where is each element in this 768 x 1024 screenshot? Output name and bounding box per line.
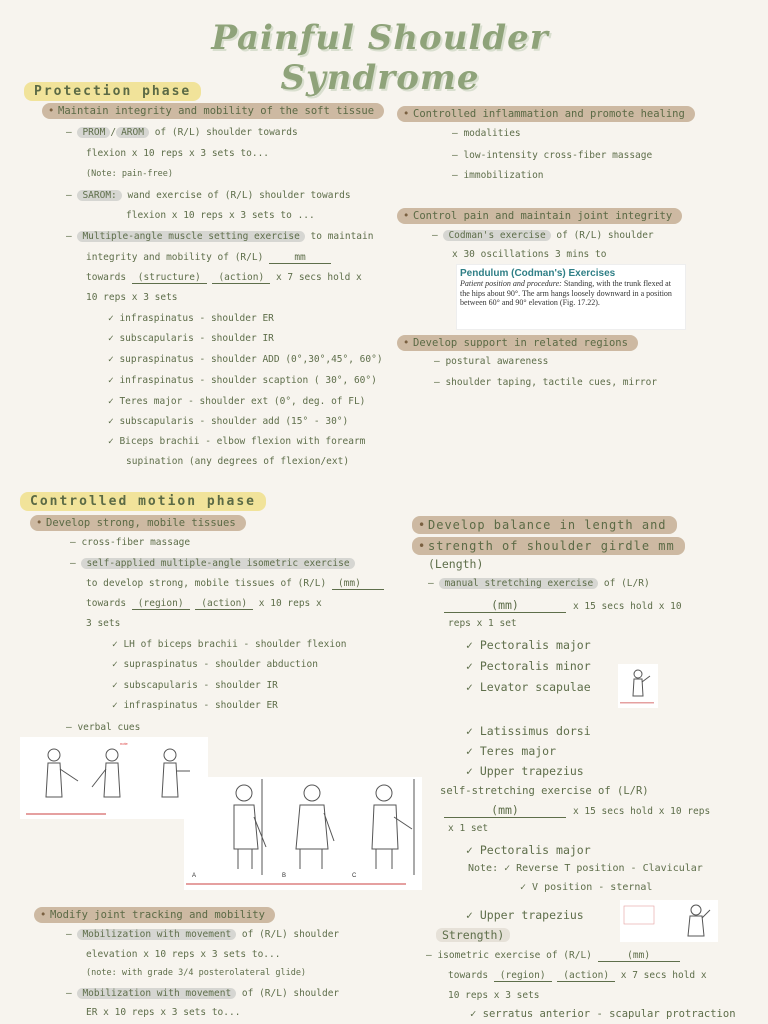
text-line: (mm) x 15 secs hold x 10 reps [444, 803, 710, 818]
list-item: ✓ subscapularis - shoulder add (15° - 30°) [108, 416, 349, 427]
text-line: – cross-fiber massage [70, 537, 191, 548]
svg-text:note: note [120, 741, 128, 746]
list-item: ✓ supraspinatus - shoulder abduction [112, 659, 318, 670]
phase-label-controlled-motion: Controlled motion phase [20, 492, 266, 511]
text-line: integrity and mobility of (R/L) mm [86, 252, 331, 264]
figure-label-a: A [192, 873, 197, 879]
text-line: (mm) x 15 secs hold x 10 [444, 598, 682, 613]
text-line: to develop strong, mobile tissues of (R/L) (mm) [86, 578, 384, 590]
list-item: ✓ Pectoralis major [466, 638, 591, 652]
phase-label-protection: Protection phase [24, 82, 201, 101]
heading-controlled-inflammation: • Controlled inflammation and promote healing [397, 106, 695, 122]
heading-control-pain: • Control pain and maintain joint integrity [397, 208, 682, 224]
heading-develop-strong: • Develop strong, mobile tissues [30, 515, 246, 531]
text-line: elevation x 10 reps x 3 sets to... [86, 949, 281, 960]
text-line: 10 reps x 3 sets [86, 292, 178, 303]
figure-isometric-wall [184, 777, 422, 890]
figure-drawing [618, 664, 658, 708]
list-item: ✓ infraspinatus - shoulder ER [112, 700, 278, 711]
text-line: – self-applied multiple-angle isometric exercise [70, 558, 355, 569]
text-line: x 1 set [448, 823, 489, 834]
text-line: – Mobilization with movement of (R/L) shoulder [66, 929, 340, 940]
text-line: – verbal cues [66, 722, 141, 733]
list-item: ✓ Upper trapezius [466, 908, 584, 922]
list-item: supination (any degrees of flexion/ext) [126, 456, 350, 467]
figure-label-b: B [282, 873, 287, 879]
figure-drawing [620, 900, 718, 942]
text-line: reps x 1 set [448, 618, 517, 629]
text-line: towards (region) (action) x 10 reps x [86, 598, 322, 609]
page-title: Painful Shoulder Syndrome [211, 18, 549, 98]
figure-drawing [20, 737, 208, 819]
text-line: – PROM / AROM of (R/L) shoulder towards [66, 127, 298, 138]
figure-isometric-small [20, 737, 208, 819]
heading-maintain-integrity: • Maintain integrity and mobility of the soft tissue [42, 103, 384, 119]
card-body: Patient position and procedure: Standing, with the trunk flexed at the hips about 90°. The arm hangs loosely downward in a position between 60° and 90° elevation (Fig. 17.22). [460, 279, 672, 308]
figure-levator-stretch [618, 664, 658, 708]
list-item: ✓ infraspinatus - shoulder ER [108, 313, 274, 324]
text-line: (Note: pain-free) [86, 169, 173, 179]
note-line: Note: ✓ Reverse T position - Clavicular [468, 863, 703, 874]
list-item: ✓ subscapularis - shoulder IR [108, 333, 274, 344]
list-item: ✓ Pectoralis major [466, 843, 591, 857]
text-line: ER x 10 reps x 3 sets to... [86, 1007, 241, 1018]
codman-reference-card [456, 264, 686, 330]
heading-modify-joint-tracking: • Modify joint tracking and mobility [34, 907, 275, 923]
text-line: – Multiple-angle muscle setting exercise to maintain [66, 231, 374, 242]
text-line: 3 sets [86, 618, 121, 629]
list-item: ✓ infraspinatus - shoulder scaption ( 30°, 60°) [108, 375, 377, 386]
list-item: ✓ Teres major [466, 744, 557, 758]
text-line: flexion x 10 reps x 3 sets to... [86, 148, 270, 159]
figure-upper-trap-stretch [620, 900, 718, 942]
subheading-length: (Length) [428, 557, 484, 571]
list-item: – postural awareness [434, 356, 549, 367]
text-line: x 30 oscillations 3 mins to [452, 249, 607, 260]
list-item: ✓ Teres major - shoulder ext (0°, deg. of FL) [108, 396, 366, 407]
text-line: self-stretching exercise of (L/R) [440, 785, 649, 797]
list-item: ✓ Biceps brachii - elbow flexion with forearm [108, 436, 366, 447]
list-item: – immobilization [452, 170, 544, 181]
subheading-strength: Strength) [436, 928, 510, 942]
list-item: ✓ supraspinatus - shoulder ADD (0°,30°,45°, 60°) [108, 354, 383, 365]
card-title: Pendulum (Codman's) Exercises [460, 268, 616, 279]
list-item: – modalities [452, 128, 521, 139]
list-item: ✓ serratus anterior - scapular protraction [470, 1008, 736, 1020]
note-line: ✓ V position - sternal [520, 882, 653, 893]
text-line: – SAROM: wand exercise of (R/L) shoulder towards [66, 190, 351, 201]
text-line: – Codman's exercise of (R/L) shoulder [432, 230, 654, 241]
text-line: – manual stretching exercise of (L/R) [428, 578, 650, 589]
text-line: – isometric exercise of (R/L) (mm) [426, 950, 680, 962]
figure-drawing [184, 777, 422, 890]
text-line: – Mobilization with movement of (R/L) shoulder [66, 988, 340, 999]
list-item: ✓ Upper trapezius [466, 764, 584, 778]
list-item: – low-intensity cross-fiber massage [452, 150, 653, 161]
heading-develop-balance: • Develop balance in length and [412, 516, 677, 534]
list-item: ✓ Latissimus dorsi [466, 724, 591, 738]
text-line: 10 reps x 3 sets [448, 990, 540, 1001]
text-line: flexion x 10 reps x 3 sets to ... [126, 210, 315, 221]
text-line: towards (structure) (action) x 7 secs hold x [86, 272, 362, 283]
list-item: – shoulder taping, tactile cues, mirror [434, 377, 658, 388]
text-line: (note: with grade 3/4 posterolateral glide) [86, 968, 307, 978]
heading-develop-support: • Develop support in related regions [397, 335, 638, 351]
heading-develop-balance-2: • strength of shoulder girdle mm [412, 537, 685, 555]
figure-label-c: C [352, 873, 357, 879]
list-item: ✓ Pectoralis minor [466, 659, 591, 673]
list-item: ✓ subscapularis - shoulder IR [112, 680, 278, 691]
list-item: ✓ Levator scapulae [466, 680, 591, 694]
text-line: towards (region) (action) x 7 secs hold x [448, 970, 707, 981]
list-item: ✓ LH of biceps brachii - shoulder flexion [112, 639, 347, 650]
